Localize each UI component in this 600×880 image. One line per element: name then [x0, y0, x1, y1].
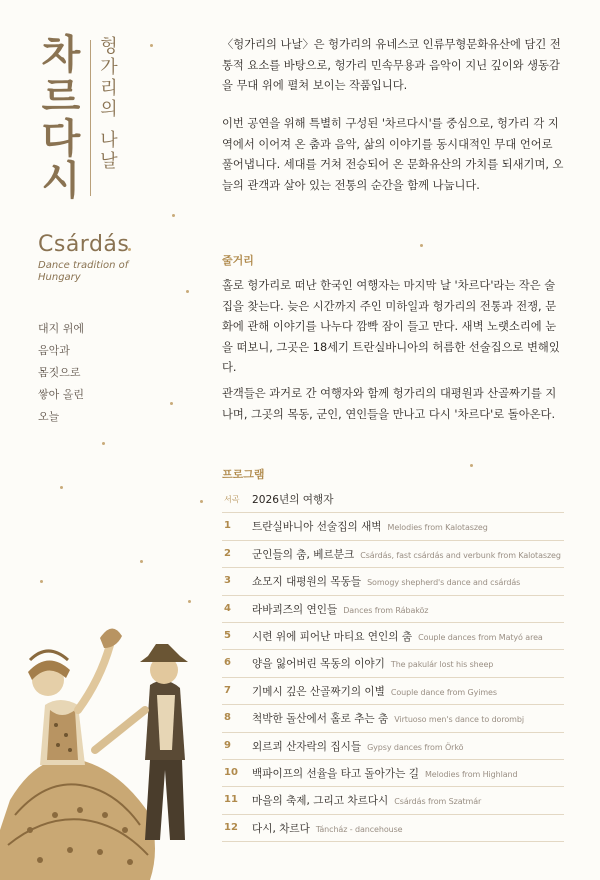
title-korean	[38, 31, 84, 204]
program-row	[222, 787, 564, 814]
program-title-en: Csárdás from Szatmár	[394, 797, 482, 807]
program-number: 6	[224, 657, 231, 669]
title-char: 시	[41, 157, 81, 204]
title-english: Csárdás	[38, 232, 130, 257]
program-title-en: The pakulár lost his sheep	[390, 660, 494, 670]
program-row	[222, 733, 564, 760]
synopsis-heading: 줄거리	[222, 254, 254, 267]
side-poem-line: 대지 위에	[38, 322, 85, 335]
program-title-en: Melodies from Highland	[424, 769, 518, 779]
side-poem-line: 쌓아 올린	[38, 388, 85, 401]
program-row	[222, 568, 564, 595]
program-title	[252, 629, 543, 644]
intro-paragraph-1: 〈헝가리의 나날〉은 헝가리의 유네스코 인류무형문화유산에 담긴 전통적 요소를 바탕으로, 헝가리 민속무용과 음악이 지닌 깊이와 생동감을 무대 위에 펼쳐 보이는 작품입니다.	[222, 38, 561, 92]
program-title-en: Couple dances from Matyó area	[418, 632, 543, 642]
program-title-ko: 척박한 돌산에서 홀로 추는 춤	[252, 713, 389, 726]
subtitle-char: 가	[100, 57, 118, 78]
program-row	[222, 678, 564, 705]
program-title	[252, 766, 517, 781]
program-title-ko: 시련 위에 피어난 마티요 연인의 춤	[252, 630, 413, 643]
program-title-ko: 외르쾨 산자락의 집시들	[252, 740, 362, 753]
program-title	[252, 574, 520, 589]
program-title-en: Táncház - dancehouse	[315, 824, 403, 834]
program-title	[252, 711, 524, 726]
side-poem-line: 몸짓으로	[38, 366, 81, 379]
subtitle-char: 날	[100, 151, 118, 172]
program-title-en: Somogy shepherd's dance and csárdás	[367, 578, 521, 588]
program-heading: 프로그램	[222, 468, 265, 481]
program-number: 서곡	[224, 495, 240, 504]
program-title-ko: 라바쾨즈의 연인들	[252, 603, 338, 616]
title-char: 다	[41, 115, 81, 162]
program-title	[252, 821, 402, 836]
program-title-en: Dances from Rábaköz	[343, 605, 429, 615]
program-row	[222, 623, 564, 650]
program-number: 4	[224, 602, 231, 614]
program-title-en: Couple dance from Gyimes	[390, 687, 497, 697]
program-row	[222, 705, 564, 732]
program-row	[222, 760, 564, 787]
program-row	[222, 650, 564, 677]
subtitle-char: 리	[100, 78, 118, 99]
dancers-illustration	[0, 600, 220, 880]
program-row	[222, 486, 564, 513]
program-title-ko: 기메시 깊은 산골짜기의 이별	[252, 685, 385, 698]
subtitle-char: 의	[100, 99, 118, 120]
program-number: 2	[224, 547, 231, 559]
program-title-ko: 쇼모지 대평원의 목동들	[252, 576, 362, 589]
program-title-ko: 트란실바니아 선술집의 새벽	[252, 521, 382, 534]
program-title-ko: 군인들의 춤, 베르분크	[252, 548, 355, 561]
subtitle-korean	[98, 36, 120, 172]
program-title	[252, 602, 428, 617]
program-title	[252, 519, 488, 534]
program-title-ko: 백파이프의 선율을 타고 돌아가는 길	[252, 767, 419, 780]
program-title-ko: 마을의 축제, 그리고 차르다시	[252, 795, 389, 808]
title-char: 르	[41, 73, 81, 120]
subtitle-char: 나	[100, 130, 118, 151]
program-list	[222, 486, 564, 842]
program-title	[252, 656, 493, 671]
program-row	[222, 541, 564, 568]
program-row	[222, 513, 564, 540]
program-title-ko: 2026년의 여행자	[252, 494, 334, 506]
subtitle-char: 헝	[100, 36, 118, 57]
subtitle-char	[98, 120, 120, 130]
program-number: 5	[224, 629, 231, 641]
program-number: 7	[224, 684, 231, 696]
program-title-ko: 양을 잃어버린 목동의 이야기	[252, 658, 385, 671]
program-number: 9	[224, 739, 231, 751]
program-title-ko: 다시, 차르다	[252, 822, 310, 835]
program-number: 3	[224, 575, 231, 587]
title-char: 차	[41, 31, 81, 78]
program-number: 11	[224, 794, 238, 806]
program-row	[222, 815, 564, 842]
program-title	[252, 492, 340, 507]
program-number: 10	[224, 766, 238, 778]
synopsis-paragraph-1: 홀로 헝가리로 떠난 한국인 여행자는 마지막 날 '차르다'라는 작은 술집을 찾는다. 늦은 시간까지 주인 미하일과 헝가리의 전통과 전쟁, 문화에 관해 이야기를 나누다 깜빡 잠이 들고 만다. 새벽 노랫소리에 눈을 떠보니, 그곳은 18세기 트란실바니아의 허름한 선술집으로 변해있다.	[222, 279, 560, 374]
program-title-en: Virtuoso men's dance to dorombj	[394, 715, 524, 725]
program-title-en: Csárdás, fast csárdás and verbunk from Kalotaszeg	[360, 550, 561, 560]
program-title	[252, 547, 561, 562]
side-poem-line: 오늘	[38, 410, 60, 423]
program-title	[252, 739, 463, 754]
intro-paragraph-2: 이번 공연을 위해 특별히 구성된 '차르다시'를 중심으로, 헝가리 각 지역에서 이어져 온 춤과 음악, 삶의 이야기를 동시대적인 무대 언어로 풀어냅니다. 세대를 거쳐 전승되어 온 문화유산의 가치를 되새기며, 오늘의 관객과 살아 있는 전통의 순간을 함께 나눕니다.	[222, 117, 564, 192]
synopsis-paragraph-2: 관객들은 과거로 간 여행자와 함께 헝가리의 대평원과 산골짜기를 지나며, 그곳의 목동, 군인, 연인들을 만나고 다시 '차르다'로 돌아온다.	[222, 387, 557, 421]
program-number: 1	[224, 520, 231, 532]
title-divider	[90, 40, 91, 196]
program-title	[252, 793, 481, 808]
program-title-en: Gypsy dances from Örkö	[367, 742, 464, 752]
program-number: 8	[224, 712, 231, 724]
side-poem-line: 음악과	[38, 344, 70, 357]
title-english-subtitle: Dance tradition of Hungary	[38, 260, 129, 283]
program-number: 12	[224, 821, 238, 833]
program-row	[222, 596, 564, 623]
program-title	[252, 684, 497, 699]
side-poem	[38, 318, 84, 428]
program-title-en: Melodies from Kalotaszeg	[387, 523, 488, 533]
